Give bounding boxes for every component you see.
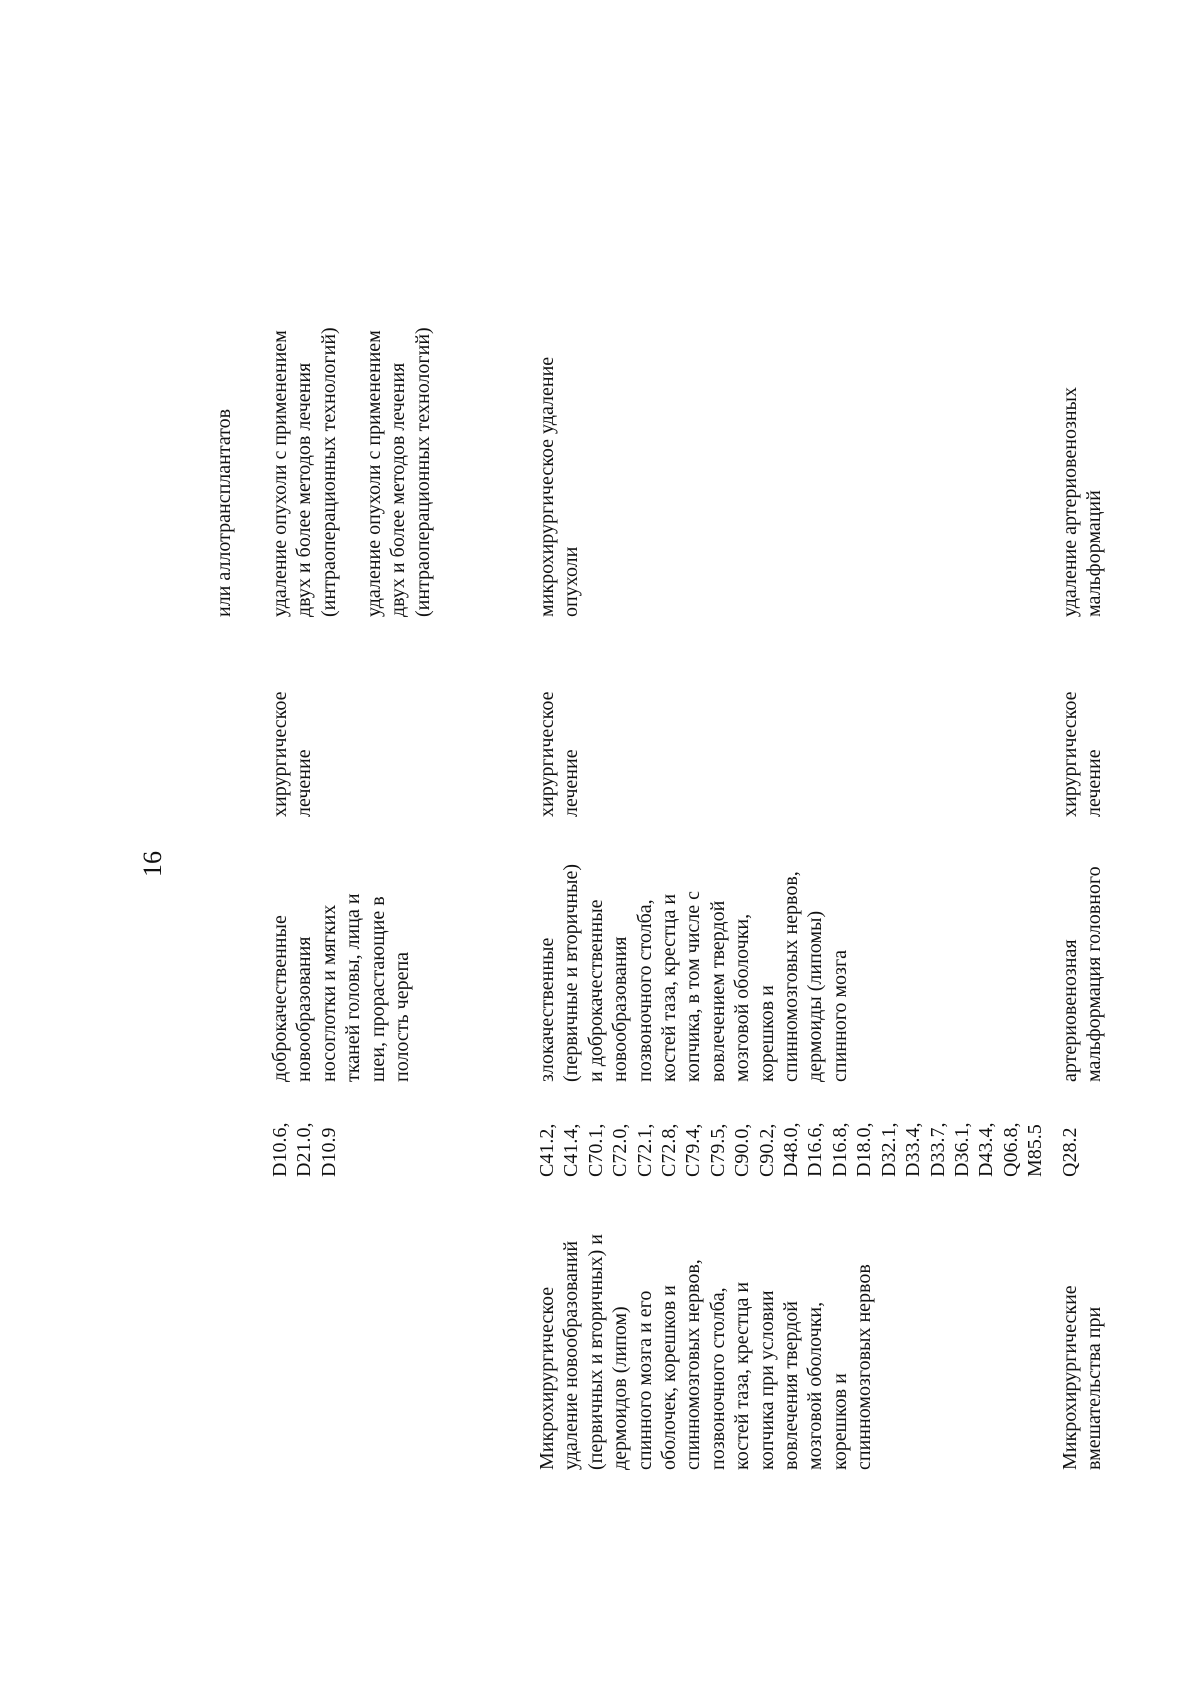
method-cell: или аллотрансплантатов [213,408,235,617]
treatment-cell: хирургическое лечение [269,691,316,817]
method-cell: удаление артериовенозных мальформаций [1059,387,1106,617]
name-cell: Микрохирургическое удаление новообразований (первичных и вторичных) и дермоидов (липом) спинного мозга и его оболочек, корешков и спинномозговых нервов, позвоночного столба, костей таза, крестца и копчика при условии вовлечения твердой мозговой оболочки, корешков и спинномозговых нервов [536,1234,876,1470]
codes-cell: Q28.2 [1059,1127,1081,1177]
codes-cell: D10.6, D21.0, D10.9 [269,1122,340,1177]
model-cell: доброкачественные новообразования носоглотки и мягких тканей головы, лица и шеи, прорастающие в полость черепа [269,893,414,1082]
treatment-cell: хирургическое лечение [1059,691,1106,817]
codes-cell: C41.2, C41.4, C70.1, C72.0, C72.1, C72.8, C79.4, C79.5, C90.0, C90.2, D48.0, D16.6, D16.8, D18.0, D32.1, D33.4, D33.7, D36.1, D43.4, Q06.8, M85.5 [536,1122,1047,1177]
model-cell: артериовенозная мальформация головного [1059,866,1106,1082]
method-cell: удаление опухоли с применением двух и более методов лечения (интраоперационных технологий) [363,327,434,617]
method-cell: микрохирургическое удаление опухоли [536,356,583,617]
model-cell: злокачественные (первичные и вторичные) и доброкачественные новообразования позвоночного столба, костей таза, крестца и копчика, в том числе с вовлечением твердой мозговой оболочки, корешков и спинномозговых нервов, дермоиды (липомы) спинного мозга [536,863,851,1082]
page-number: 16 [138,851,167,877]
name-cell: Микрохирургические вмешательства при [1059,1285,1106,1470]
method-cell: удаление опухоли с применением двух и более методов лечения (интраоперационных технологий) [269,327,340,617]
treatment-cell: хирургическое лечение [536,691,583,817]
